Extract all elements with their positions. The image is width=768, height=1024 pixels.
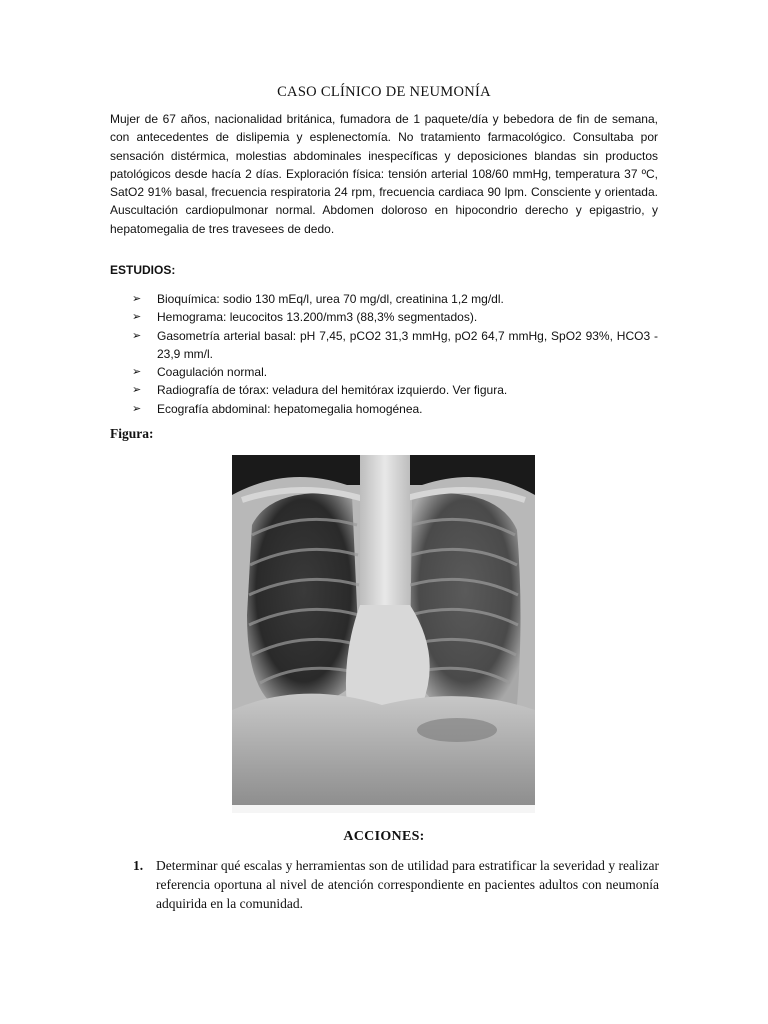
figure-label: Figura: xyxy=(110,426,154,441)
study-item xyxy=(132,327,658,364)
studies-list xyxy=(132,290,658,418)
study-text: Bioquímica: sodio 130 mEq/l, urea 70 mg/dl, creatinina 1,2 mg/dl. xyxy=(157,292,504,306)
study-text: Ecografía abdominal: hepatomegalia homogénea. xyxy=(157,401,423,416)
study-item xyxy=(132,308,658,326)
actions-heading: ACCIONES: xyxy=(343,829,425,844)
study-text: Gasometría arterial basal: pH 7,45, pCO2 31,3 mmHg, pO2 64,7 mmHg, SpO2 93%, HCO3 - 23,9 mm/l. xyxy=(157,328,658,361)
arrow-bullet-icon: ➢ xyxy=(132,366,142,379)
studies-heading: ESTUDIOS: xyxy=(110,263,176,277)
arrow-bullet-icon: ➢ xyxy=(132,329,142,342)
study-item xyxy=(132,363,658,381)
actions-list xyxy=(133,856,659,913)
action-number: 1. xyxy=(133,858,144,873)
arrow-bullet-icon: ➢ xyxy=(132,293,142,305)
study-text: Hemograma: leucocitos 13.200/mm3 (88,3% segmentados). xyxy=(157,310,478,325)
study-item xyxy=(132,381,658,399)
case-description: Mujer de 67 años, nacionalidad británica, fumadora de 1 paquete/día y bebedora de fin de semana, con antecedentes de dislipemia y esplenectomía. No tratamiento farmacológico. Consultaba por sensación distérmica, molestias abdominales inespecíficas y deposiciones blandas sin productos patológicos desde hacía 2 días. Exploración física: tensión arterial 108/60 mmHg, temperatura 37 ºC, SatO2 91% basal, frecuencia respiratoria 24 rpm, frecuencia cardiaca 90 lpm. Consciente y orientada. Auscultación cardiopulmonar normal. Abdomen doloroso en hipocondrio derecho y epigastrio, y hepatomegalia de tres travesees de dedo. xyxy=(110,112,658,236)
action-item xyxy=(133,856,659,913)
arrow-bullet-icon: ➢ xyxy=(132,402,142,415)
chest-xray-image xyxy=(232,455,535,813)
study-item xyxy=(132,400,658,418)
study-item xyxy=(132,290,658,308)
study-text: Radiografía de tórax: veladura del hemitórax izquierdo. Ver figura. xyxy=(157,383,508,398)
document-title: CASO CLÍNICO DE NEUMONÍA xyxy=(277,84,491,100)
study-text: Coagulación normal. xyxy=(157,365,268,380)
action-text: Determinar qué escalas y herramientas son de utilidad para estratificar la severidad y realizar referencia oportuna al nivel de atención correspondiente en pacientes adultos con neumonía adquirida en la comunidad. xyxy=(156,858,659,911)
arrow-bullet-icon: ➢ xyxy=(132,384,142,397)
arrow-bullet-icon: ➢ xyxy=(132,311,142,324)
